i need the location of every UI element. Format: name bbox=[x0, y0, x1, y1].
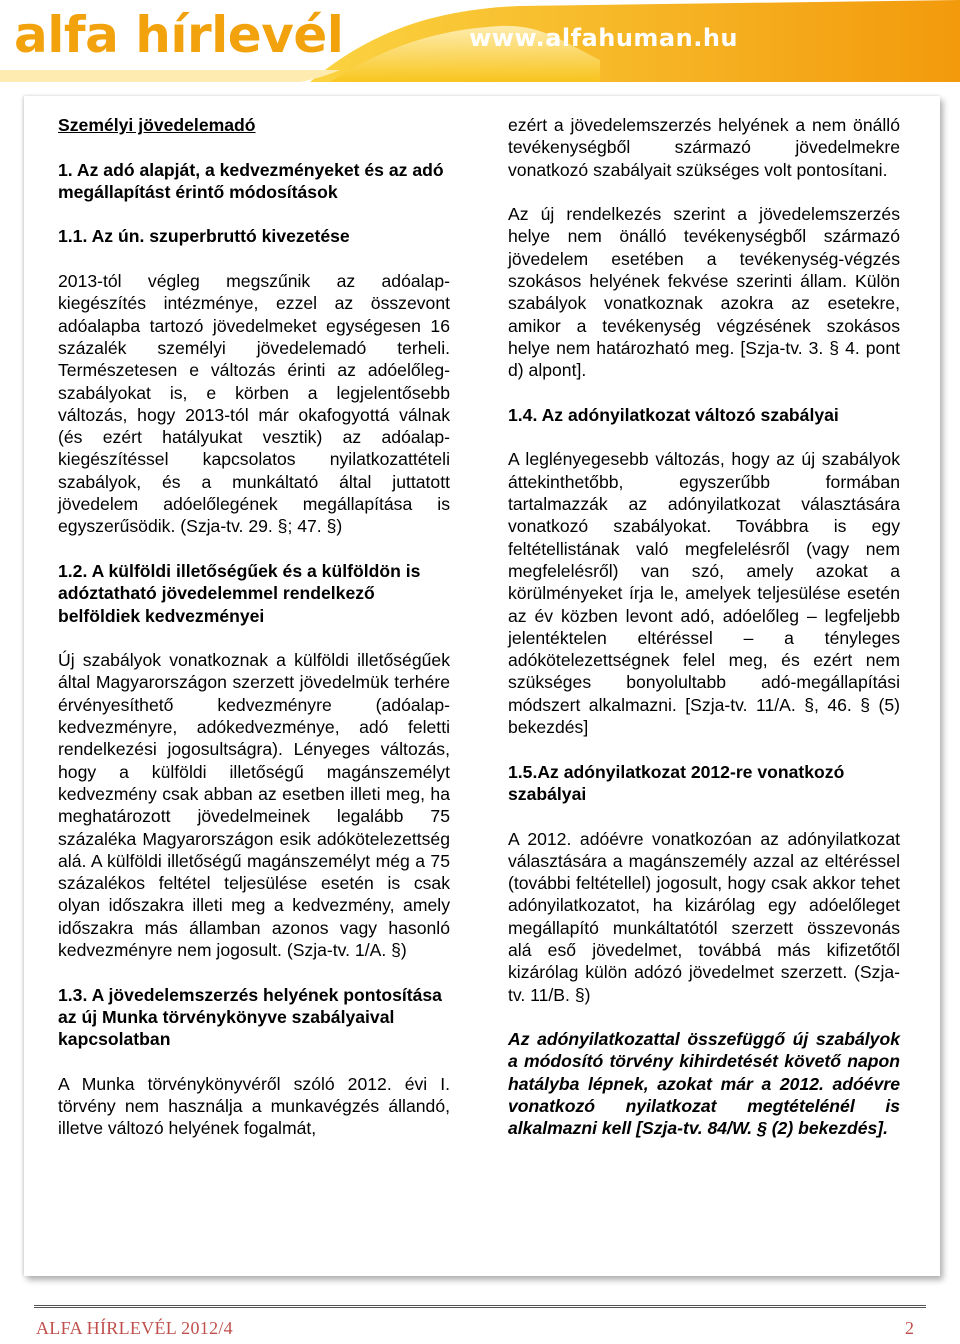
paragraph-jovedelemszerzes-helye: Az új rendelkezés szerint a jövedelemszerzés helye nem önálló tevékenységből származó jövedelem esetében a tevékenység-végzés szokásos helyének fekvése szerinti állam. Külön szabályok vonatkoznak azokra az esetekre, amikor a tevékenység végzésének szokásos helye nem határozható meg. [Szja-tv. 3. § 4. pont d) alpont]. bbox=[508, 204, 900, 381]
footer-divider bbox=[34, 1305, 926, 1308]
page-number: 2 bbox=[905, 1318, 914, 1338]
heading-1-2: 1.2. A külföldi illetőségűek és a külföldön is adóztatható jövedelemmel rendelkező belföldiek kedvezményei bbox=[58, 560, 421, 626]
heading-1-1: 1.1. Az ún. szuperbruttó kivezetése bbox=[58, 226, 350, 247]
paragraph-kulfoldi: Új szabályok vonatkoznak a külföldi illetőségűek által Magyarországon szerzett jövedelmük terhére érvényesíthető kedvezményre (adóalap-kedvezményre, adókedvezménye, adó feletti rendelkezési jogosultságra). Lényeges változás, hogy a külföldi illetőségű magánszemélyt kedvezmény csak abban az esetben illeti meg, ha meghatározott jövedelmeinek legalább 75 százaléka Magyarországon esik adókötelezettség alá. A külföldi illetőségű magánszemélyt még a 75 százalékos feltétel teljesülése esetén is csak olyan időszakra illeti meg a kedvezmény, amely időszakra más államban azonos vagy hasonló kedvezményre nem jogosult. (Szja-tv. 1/A. §) bbox=[58, 650, 450, 960]
paragraph-adonyilatkozat: A leglényegesebb változás, hogy az új szabályok áttekinthetőbb, egyszerűbb formában tartalmazzák az adónyilatkozat választására vonatkozó szabályokat. Továbbra is egy feltétellistának való megfelelésről (vagy nem megfelelésről) van szó, amely azokat a körülményeket írja le, amelyek teljesülése esetén az év közben levont adó, adóelőleg – legfeljebb jelentéktelen eltéréssel – a tényleges adókötelezettségnek felel meg, és ezért nem szükséges bonyolultabb adó-megállapítási módszert alkalmazni. [Szja-tv. 11/A. §, 46. § (5) bekezdés] bbox=[508, 449, 900, 738]
footer-publication: ALFA HÍRLEVÉL 2012/4 bbox=[36, 1318, 233, 1338]
paragraph-szuperbrutto: 2013-tól végleg megszűnik az adóalap-kiegészítés intézménye, ezzel az összevont adóalapba tartozó jövedelmeket egységesen 16 százalék személyi jövedelemadó terheli. Természetesen e változás érinti az adóelőleg-szabályokat is, e körben a legjelentősebb változás, hogy 2013-tól már okafogyottá válnak (és ezért hatályukat vesztik) az adóalap-kiegészítéssel kapcsolatos nyilatkozattételi szabályok, és a munkáltató által juttatott jövedelem adóelőlegének megállapítása is egyszerűsödik. (Szja-tv. 29. §; 47. §) bbox=[58, 271, 450, 537]
website-url[interactable]: www.alfahuman.hu bbox=[469, 24, 738, 52]
left-column bbox=[58, 114, 450, 1162]
heading-1-3: 1.3. A jövedelemszerzés helyének pontosítása az új Munka törvénykönyve szabályaival kapcsolatban bbox=[58, 984, 442, 1050]
heading-1: 1. Az adó alapját, a kedvezményeket és az adó megállapítást érintő módosítások bbox=[58, 159, 444, 202]
section-title: Személyi jövedelemadó bbox=[58, 115, 256, 135]
right-column bbox=[508, 114, 900, 1162]
paragraph-hatalyba-lepes: Az adónyilatkozattal összefüggő új szabályok a módosító törvény kihirdetését követő napon hatályba lépnek, azokat már a 2012. adóévre vonatkozó nyilatkozat megtételénél is alkalmazni kell [Szja-tv. 84/W. § (2) bekezdés]. bbox=[508, 1029, 900, 1139]
heading-1-4: 1.4. Az adónyilatkozat változó szabályai bbox=[508, 404, 839, 425]
paragraph-continuation: ezért a jövedelemszerzés helyének a nem önálló tevékenységből származó jövedelmekre vonatkozó szabályait szükséges volt pontosítani. bbox=[508, 115, 900, 180]
heading-1-5: 1.5.Az adónyilatkozat 2012-re vonatkozó szabályai bbox=[508, 761, 845, 804]
paragraph-2012: A 2012. adóévre vonatkozóan az adónyilatkozat választására a magánszemély azzal az eltéréssel (további feltétellel) jogosult, hogy csak akkor tehet adónyilatkozatot, ha kizárólag egy adóelőleget megállapító munkáltatótól szerzett összevonás alá eső jövedelmet, továbbá más kifizetőtől kizárólag külön adózó jövedelmet szerzett. (Szja-tv. 11/B. §) bbox=[508, 828, 900, 1005]
header-banner bbox=[0, 0, 960, 82]
brand-logo-text: alfa hírlevél bbox=[14, 6, 344, 64]
paragraph-munka-tv: A Munka törvénykönyvéről szóló 2012. évi I. törvény nem használja a munkavégzés állandó, illetve változó helyének fogalmát, bbox=[58, 1073, 450, 1139]
